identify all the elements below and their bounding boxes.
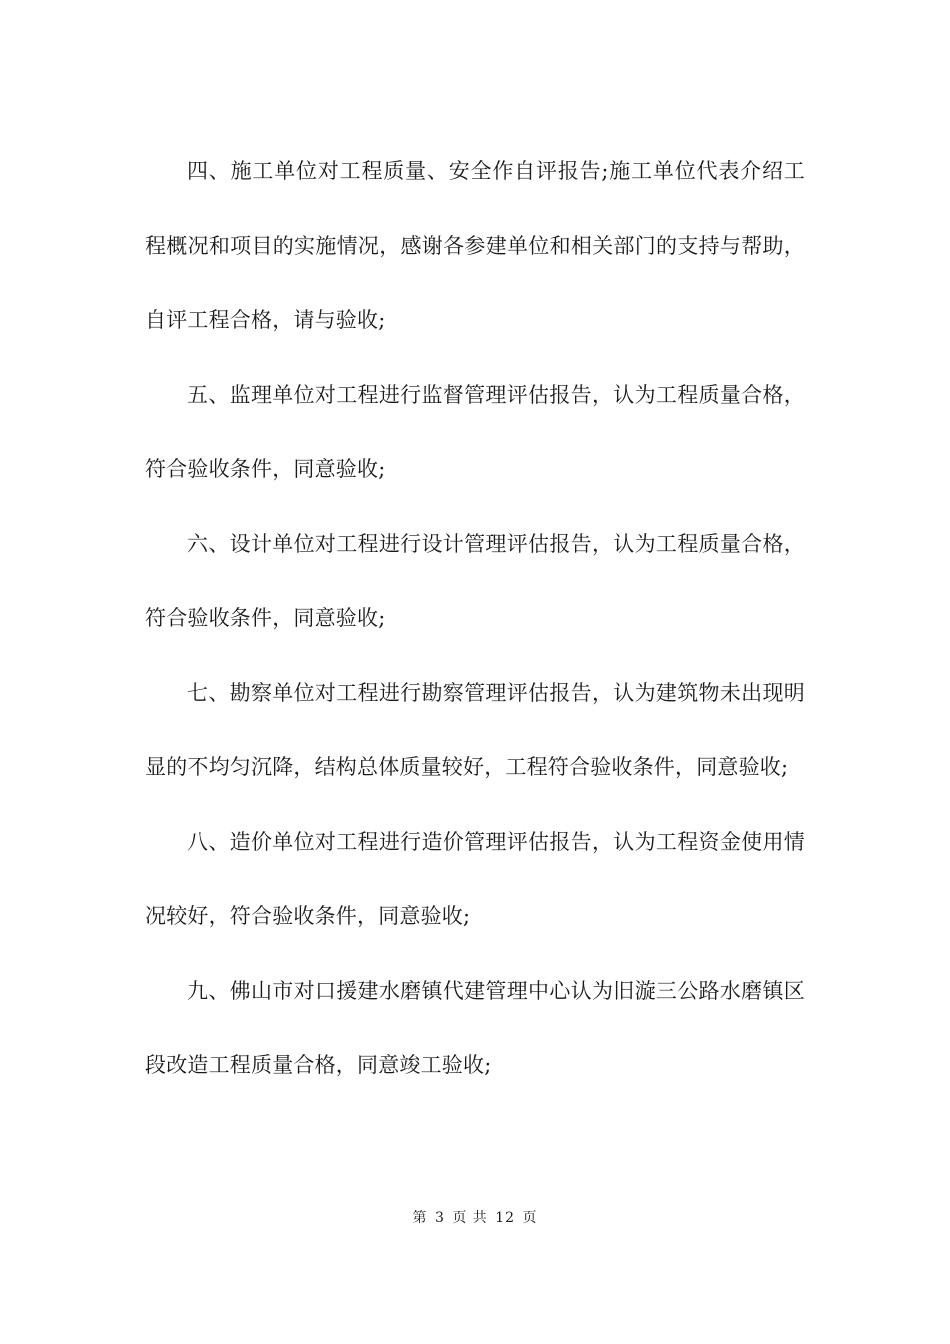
paragraph-7: 七、勘察单位对工程进行勘察管理评估报告，认为建筑物未出现明显的不均匀沉降，结构总体质量较好，工程符合验收条件，同意验收; [145,680,805,779]
paragraph-5: 五、监理单位对工程进行监督管理评估报告，认为工程质量合格，符合验收条件，同意验收; [145,382,805,481]
paragraph-6: 六、设计单位对工程进行设计管理评估报告，认为工程质量合格，符合验收条件，同意验收; [145,531,805,630]
footer-total-pages: 12 [495,1210,516,1226]
document-body [145,134,805,1103]
footer-prefix: 第 [412,1210,428,1226]
paragraph-8: 八、造价单位对工程进行造价管理评估报告，认为工程资金使用情况较好，符合验收条件，同意验收; [145,829,805,928]
footer-suffix: 页 [522,1210,538,1226]
footer-middle: 页 共 [452,1210,488,1226]
footer-current-page: 3 [434,1210,445,1226]
paragraph-9: 九、佛山市对口援建水磨镇代建管理中心认为旧漩三公路水磨镇区段改造工程质量合格，同意竣工验收; [145,978,805,1077]
page-number-footer [0,1207,950,1227]
paragraph-4: 四、施工单位对工程质量、安全作自评报告;施工单位代表介绍工程概况和项目的实施情况，感谢各参建单位和相关部门的支持与帮助，自评工程合格，请与验收; [145,159,805,332]
